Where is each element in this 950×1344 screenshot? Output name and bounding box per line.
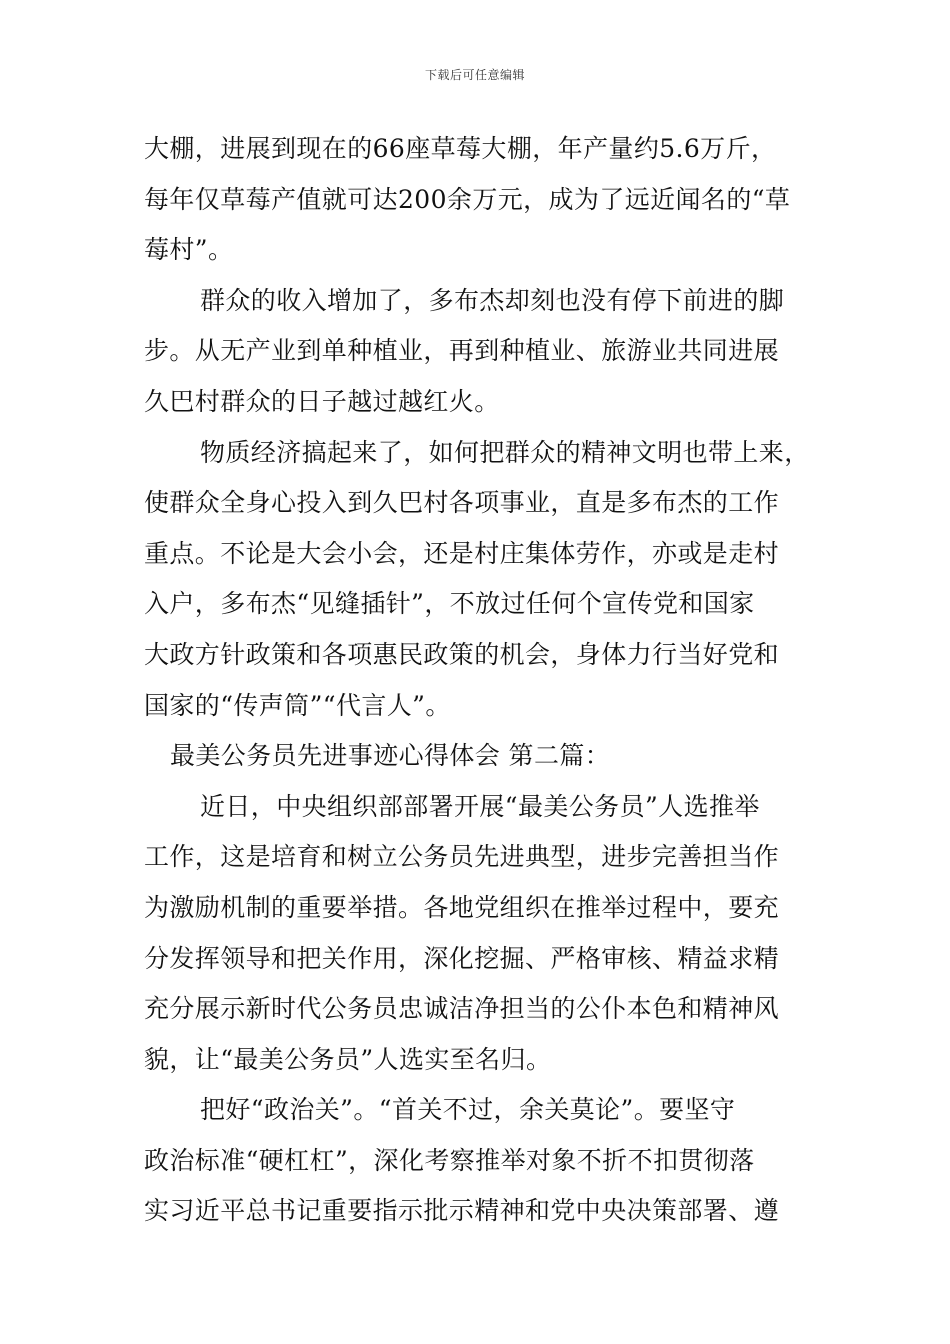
text-line: 实习近平总书记重要指示批示精神和党中央决策部署、遵 bbox=[144, 1196, 780, 1226]
section-heading: 最美公务员先进事迹心得体会 第二篇： bbox=[170, 741, 611, 771]
text-line: 貌，让“最美公务员”人选实至名归。 bbox=[144, 1044, 552, 1074]
document-body bbox=[144, 124, 834, 1237]
text-line: 国家的“传声筒”“代言人”。 bbox=[144, 690, 451, 720]
text-line: 充分展示新时代公务员忠诚洁净担当的公仆本色和精神风 bbox=[144, 994, 780, 1024]
text-line: 重点。不论是大会小会，还是村庄集体劳作，亦或是走村 bbox=[144, 538, 780, 568]
text-line: 步。从无产业到单种植业，再到种植业、旅游业共同进展 bbox=[144, 336, 780, 366]
paragraph-start-line: 把好“政治关”。“首关不过，余关莫论”。要坚守 bbox=[200, 1095, 736, 1125]
paragraph-start-line: 群众的收入增加了，多布杰却刻也没有停下前进的脚 bbox=[200, 285, 785, 315]
text-line: 为激励机制的重要举措。各地党组织在推举过程中，要充 bbox=[144, 892, 780, 922]
text-line: 使群众全身心投入到久巴村各项事业，直是多布杰的工作 bbox=[144, 488, 780, 518]
text-line: 入户，多布杰“见缝插针”，不放过任何个宣传党和国家 bbox=[144, 589, 755, 619]
text-line: 大政方针政策和各项惠民政策的机会，身体力行当好党和 bbox=[144, 639, 780, 669]
text-line: 久巴村群众的日子越过越红火。 bbox=[144, 386, 500, 416]
text-line: 工作，这是培育和树立公务员先进典型，进步完善担当作 bbox=[144, 842, 780, 872]
text-line: 每年仅草莓产值就可达200余万元，成为了远近闻名的“草 bbox=[144, 184, 791, 214]
paragraph-start-line: 物质经济搞起来了，如何把群众的精神文明也带上来， bbox=[200, 437, 810, 467]
page-header: 下载后可任意编辑 bbox=[424, 68, 525, 82]
text-line: 分发挥领导和把关作用，深化挖掘、严格审核、精益求精 bbox=[144, 943, 780, 973]
text-line: 大棚，进展到现在的66座草莓大棚，年产量约5.6万斤， bbox=[144, 134, 777, 163]
text-line: 莓村”。 bbox=[144, 235, 234, 265]
paragraph-start-line: 近日，中央组织部部署开展“最美公务员”人选推举 bbox=[200, 791, 760, 821]
text-line: 政治标准“硬杠杠”，深化考察推举对象不折不扣贯彻落 bbox=[144, 1145, 755, 1175]
